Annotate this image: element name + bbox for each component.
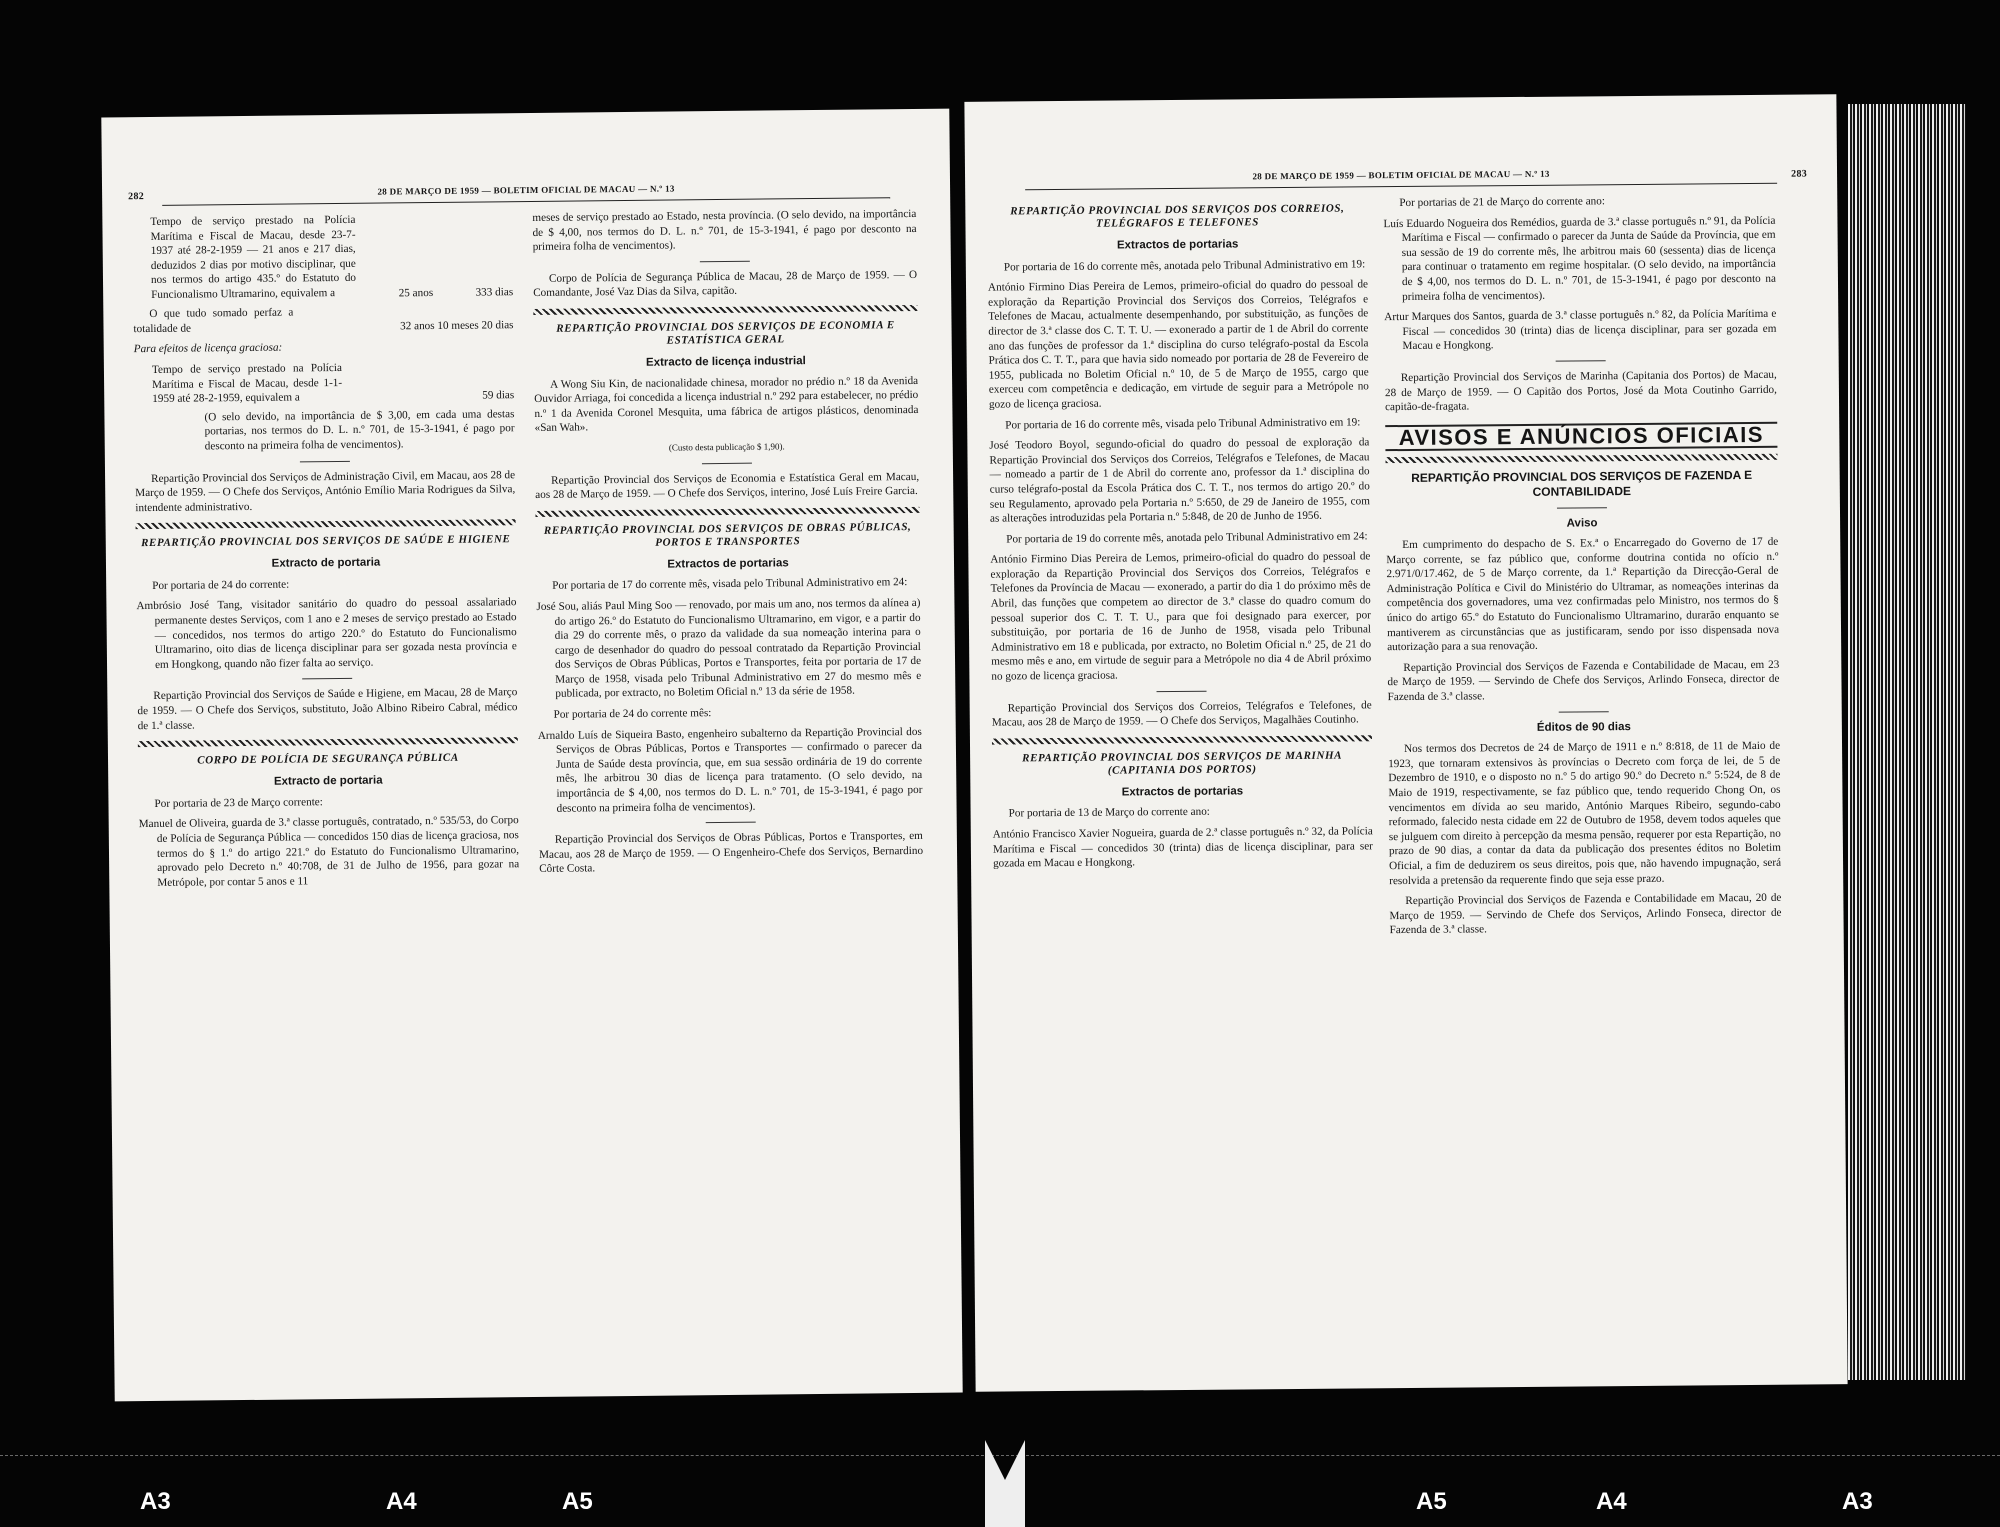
- ctt-intro-1: Por portaria de 16 do corrente mês, anotada pelo Tribunal Administrativo em 19:: [1003, 257, 1366, 274]
- saude-signature: Repartição Provincial dos Serviços de Saúde e Higiene, em Macau, 28 de Março de 1959. — O Chefe dos Serviços, substituto, João Albino Ribeiro Cabral, médico de 1.ª classe.: [137, 686, 518, 732]
- marinha-text: António Francisco Xavier Nogueira, guarda de 2.ª classe português n.º 32, da Polícia Marítima e Fiscal — concedidos 30 (trinta) dias de licença disciplinar, para ser gozada em Macau e Hongkong.: [992, 825, 1373, 870]
- film-mark: A4: [1596, 1488, 1627, 1515]
- section-title-ctt: REPARTIÇÃO PROVINCIAL DOS SERVIÇOS DOS CORREIOS, TELÉGRAFOS E TELEFONES: [1010, 202, 1345, 230]
- marinha-text-3: Artur Marques dos Santos, guarda de 3.ª classe português n.º 82, da Polícia Marítima e Fiscal — concedidos 30 (trinta) dias de licença disciplinar, para ser gozada em Macau e Hongkong.: [1384, 307, 1777, 353]
- marinha-intro: Por portaria de 13 de Março do corrente ano:: [1008, 806, 1210, 820]
- marinha-intro-2: Por portarias de 21 de Março do corrente ano:: [1399, 195, 1605, 210]
- right-column-2: [1383, 193, 1782, 944]
- obras-intro-1: Por portaria de 17 do corrente mês, visada pelo Tribunal Administrativo em 24:: [552, 576, 908, 593]
- divider: [1559, 711, 1609, 712]
- film-mark: A3: [1842, 1488, 1873, 1515]
- subtitle-ctt: Extractos de portarias: [1116, 238, 1239, 252]
- ctt-text-2: José Teodoro Boyol, segundo-oficial do quadro do pessoal de exploração da Repartição Provincial dos Serviços dos Correios, Telégrafos e Telefones, de Macau — nomeado a partir de 1 de Abril do corrente ano, professor da 1.ª disciplina do curso telégrafo-postal da Escola Prática dos C. T. T., nos termos do artigo 20.º do seu Regulamento, aprovado pela Portaria n.º 5:650, de 29 de Janeiro de 1955, com as alterações introduzidas pela Portaria n.º 5:848, de 20 de Junho de 1956.: [989, 436, 1370, 525]
- total-row: [133, 303, 513, 336]
- subtitle-economia: Extracto de licença industrial: [645, 355, 806, 369]
- header-title: 28 DE MARÇO DE 1959 — BOLETIM OFICIAL DE MACAU — N.º 13: [1252, 168, 1550, 182]
- section-title-obras: REPARTIÇÃO PROVINCIAL DOS SERVIÇOS DE OBRAS PÚBLICAS, PORTOS E TRANSPORTES: [543, 520, 912, 549]
- economia-signature: Repartição Provincial dos Serviços de Economia e Estatística Geral em Macau, aos 28 de Março de 1959. — O Chefe dos Serviços, interino, José Luís Freire Garcia.: [535, 470, 920, 502]
- header-rule: [162, 197, 890, 206]
- selo-note: (O selo devido, na importância de $ 3,00, em cada uma destas portarias, nos termos do D. L. n.º 701, de 15-3-1941, é pago por desconto na primeira folha de vencimentos).: [204, 407, 515, 453]
- publication-cost: (Custo desta publicação $ 1,90).: [668, 441, 785, 453]
- graciosa-heading: Para efeitos de licença graciosa:: [133, 341, 283, 356]
- aviso-text: Em cumprimento do despacho de S. Ex.ª o Encarregado do Governo de 17 de Março corrente, se faz público que, conforme doutrina contida no ofício n.º 2.971/0/17.462, de 5 de Março corrente, da 1.ª Repartição da Direcção-Geral de Administração Política e Civil do Ministério do Ultramar, as nomeações interinas da competência dos governadores, uma vez confirmadas pelo Ministro, nos termos do § único do artigo 65.º do Estatuto do Funcionalismo Ultramarino, durarão enquanto se mantiverem as circunstâncias que as justificaram, sendo por isso dispensada nova autorização para a sua renovação.: [1386, 535, 1780, 654]
- marinha-text-2: Luís Eduardo Nogueira dos Remédios, guarda de 3.ª classe português n.º 91, da Polícia Marítima e Fiscal — confirmado o parecer da Junta de Saúde da Província, que em sua sessão de 19 do corrente mês, lhe arbitrou mais 60 (sessenta) dias de licença para continuar o tratamento em regime hospitalar. (O selo devido, na importância de $ 4,00, nos termos do D. L. n.º 701, de 15-3-1941, é pago por desconto na primeira folha de vencimentos).: [1383, 214, 1777, 303]
- subtitle-marinha: Extractos de portarias: [1121, 785, 1244, 799]
- ctt-text-3: António Firmino Dias Pereira de Lemos, primeiro-oficial do quadro do pessoal de exploração da Repartição Provincial dos Serviços dos Correios, Telégrafos e Telefones da Província de Macau — exonerado, a partir do dia 1 do próximo mês de Abril, das funções que competem ao director de 3.ª classe do quadro comum do pessoal superior dos C. T. T. U., para que foi designado para exercer, por substituição, por portaria de 16 de Junho de 1958, visada pelo Tribunal Administrativo em 18 e publicada, por extracto, no Boletim Oficial n.º 25, de 21 do mesmo mês e ano, em virtude de seguir para a Metrópole no dia 4 de Abril próximo no gozo de licença graciosa.: [990, 550, 1372, 683]
- ornament-divider: [1386, 454, 1778, 463]
- obras-intro-2: Por portaria de 24 do corrente mês:: [553, 707, 712, 721]
- total-value: 32 anos 10 meses 20 dias: [400, 318, 514, 333]
- obras-text-1: José Sou, aliás Paul Ming Soo — renovado, por mais um ano, nos termos da alínea a) do artigo 26.º do Estatuto do Funcionalismo Ultramarino, em vigor, e a partir do dia 29 do corrente mês, o prazo da validade da sua nomeação interina para o cargo de desenhador do quadro do pessoal contratado da Repartição Provincial dos Serviços de Obras Públicas, Portos e Transportes, feita por portaria de 17 de Março de 1958, visada pelo Tribunal Administrativo em 27 do mesmo mês e publicada, por extracto, no Boletim Oficial n.º 13 da série de 1958.: [536, 596, 922, 701]
- section-title-policia: CORPO DE POLÍCIA DE SEGURANÇA PÚBLICA: [197, 751, 459, 767]
- subtitle-policia: Extracto de portaria: [273, 774, 383, 788]
- ornament-divider: [136, 519, 516, 529]
- service-label: Tempo de serviço prestado na Polícia Marítima e Fiscal de Macau, desde 23-7-1937 até 28-2-1959 — 21 anos e 217 dias, deduzidos 2 dias por motivo disciplinar, que nos termos do artigo 435.º do Estatuto do Funcionalismo Ultramarino, equivalem a: [150, 213, 357, 301]
- film-mark: A4: [386, 1488, 417, 1515]
- graciosa-label: Tempo de serviço prestado na Polícia Marítima e Fiscal de Macau, desde 1-1-1959 até 28-2-1959, equivalem a: [151, 361, 343, 406]
- saude-intro: Por portaria de 24 do corrente:: [152, 578, 290, 592]
- policia-intro: Por portaria de 23 de Março corrente:: [154, 796, 323, 810]
- divider: [700, 260, 750, 262]
- subtitle-saude: Extracto de portaria: [271, 556, 381, 570]
- economia-text: A Wong Siu Kin, de nacionalidade chinesa, morador no prédio n.º 18 da Avenida Ouvidor Arriaga, foi concedida a licença industrial n.º 292 para estabelecer, no prédio n.º 1 da Avenida Coronel Mesquita, uma fábrica de artigos plásticos, denominada «San Wah».: [534, 374, 919, 435]
- policia-continuation: meses de serviço prestado ao Estado, nesta província. (O selo devido, na importância de $ 4,00, nos termos do D. L. n.º 701, de 15-3-1941, é pago por desconto na primeira folha de vencimentos).: [532, 207, 917, 254]
- right-column-1: [987, 196, 1373, 877]
- editos-text: Nos termos dos Decretos de 24 de Março de 1911 e n.º 8:818, de 11 de Maio de 1923, que tornaram extensivos às províncias o Decreto com força de lei, de 5 de Dezembro de 1910, e o disposto no n.º 5 do artigo 90.º do Decreto n.º 5:524, de 8 de Maio de 1919, respectivamente, se faz público que, tendo requerido Chong On, os vencimentos em dívida ao seu marido, António Marques Ribeiro, segundo-cabo reformado, falecido nesta cidade em 22 de Outubro de 1958, devem todos aqueles que se julguem com direito à percepção da mesma pensão, requerer por esta Repartição, no prazo de 90 dias, a contar da data da publicação dos presentes éditos no Boletim Oficial, a fim de deduzirem os seus direitos, pois que, não havendo impugnação, será resolvida a pretensão da requerente findo que seja esse prazo.: [1388, 739, 1782, 887]
- film-mark: A3: [140, 1488, 171, 1515]
- ornament-divider: [138, 737, 518, 747]
- ornament-divider: [992, 735, 1372, 744]
- divider: [300, 460, 350, 462]
- service-days: 333 dias: [475, 285, 514, 299]
- admin-signature: Repartição Provincial dos Serviços de Administração Civil, em Macau, aos 28 de Março de 1959. — O Chefe dos Serviços, António Emílio Maria Rodrigues da Silva, intendente administrativo.: [135, 468, 516, 514]
- service-years: 25 anos: [398, 286, 434, 299]
- divider: [1556, 360, 1606, 361]
- header-title: 28 DE MARÇO DE 1959 — BOLETIM OFICIAL DE MACAU — N.º 13: [377, 183, 675, 197]
- section-title-saude: REPARTIÇÃO PROVINCIAL DOS SERVIÇOS DE SAÚDE E HIGIENE: [141, 533, 511, 550]
- film-notch: [0, 1440, 2000, 1527]
- page-header: [128, 181, 890, 205]
- divider: [1557, 507, 1607, 508]
- obras-signature: Repartição Provincial dos Serviços de Obras Públicas, Portos e Transportes, em Macau, aos 28 de Março de 1959. — O Engenheiro-Chefe dos Serviços, Bernardino Côrte Costa.: [538, 830, 924, 876]
- page-header: [1025, 167, 1808, 190]
- divider: [1157, 690, 1207, 691]
- right-page: [964, 94, 1847, 1392]
- service-block: [150, 213, 356, 303]
- divider: [702, 462, 752, 464]
- left-column-2: [532, 207, 923, 883]
- book-page-edges: [1848, 104, 1966, 1380]
- film-mark: A5: [562, 1488, 593, 1515]
- header-rule: [1025, 183, 1777, 191]
- subtitle-aviso: Aviso: [1566, 516, 1598, 530]
- section-title-marinha: REPARTIÇÃO PROVINCIAL DOS SERVIÇOS DE MARINHA (CAPITANIA DOS PORTOS): [1022, 749, 1343, 777]
- ornament-divider: [533, 305, 917, 315]
- ctt-signature: Repartição Provincial dos Serviços dos Correios, Telégrafos e Telefones, de Macau, aos 28 de Março de 1959. — O Chefe dos Serviços, Magalhães Coutinho.: [991, 698, 1372, 729]
- left-column-1: [132, 211, 519, 896]
- ctt-text-1: António Firmino Dias Pereira de Lemos, primeiro-oficial do quadro do pessoal de exploração da Repartição Provincial dos Serviços dos Correios, Telégrafos e Telefones de Macau, actualmente desempenhando, por substituição, as funções de director de 3.ª classe dos C. T. T. U. — exonerado a partir de 1 de Abril do corrente ano das funções de professor da 1.ª disciplina do curso telégrafo-postal da Escola Prática dos C. T. T., para que havia sido nomeado por portaria de 28 de Fevereiro de 1955, publicada no Boletim Oficial n.º 10, de 5 de Março de 1955, cargo que exerceu com competência e dedicação, em virtude de seguir para a Metrópole no gozo de licença graciosa.: [987, 278, 1369, 411]
- total-label: O que tudo somado perfaz a totalidade de: [133, 306, 294, 335]
- subtitle-obras: Extractos de portarias: [667, 557, 789, 571]
- left-page: [101, 109, 962, 1402]
- policia-text: Manuel de Oliveira, guarda de 3.ª classe português, contratado, n.º 535/53, do Corpo de Polícia de Segurança Pública — concedidos 150 dias de licença graciosa, nos termos do § 1.º do artigo 221.º do Estatuto do Funcionalismo Ultramarino, aprovado pelo Decreto n.º 40:708, de 31 de Julho de 1956, para gozar na Metrópole, por contar 5 anos e 11: [138, 814, 520, 889]
- film-mark: A5: [1416, 1488, 1447, 1515]
- divider: [302, 678, 352, 680]
- editos-signature: Repartição Provincial dos Serviços de Fazenda e Contabilidade em Macau, 20 de Março de 1959. — Servindo de Chefe dos Serviços, Arlindo Fonseca, director de Fazenda de 3.ª classe.: [1389, 891, 1782, 937]
- policia-signature: Corpo de Polícia de Segurança Pública de Macau, 28 de Março de 1959. — O Comandante, José Vaz Dias da Silva, capitão.: [533, 268, 918, 300]
- section-title-fazenda: REPARTIÇÃO PROVINCIAL DOS SERVIÇOS DE FAZENDA E CONTABILIDADE: [1411, 468, 1753, 499]
- subtitle-editos: Éditos de 90 dias: [1536, 720, 1631, 734]
- divider: [706, 822, 756, 824]
- avisos-banner: AVISOS E ANÚNCIOS OFICIAIS: [1385, 421, 1777, 451]
- graciosa-row: [134, 359, 514, 407]
- ctt-intro-3: Por portaria de 19 do corrente mês, anotada pelo Tribunal Administrativo em 24:: [1006, 530, 1368, 546]
- ctt-intro-2: Por portaria de 16 do corrente mês, visada pelo Tribunal Administrativo em 19:: [1005, 415, 1361, 432]
- ornament-divider: [535, 507, 919, 517]
- aviso-signature: Repartição Provincial dos Serviços de Fazenda e Contabilidade de Macau, em 23 de Março de 1959. — Servindo de Chefe dos Serviços, Arlindo Fonseca, director de Fazenda de 3.ª classe.: [1387, 658, 1780, 704]
- section-title-economia: REPARTIÇÃO PROVINCIAL DOS SERVIÇOS DE ECONOMIA E ESTATÍSTICA GERAL: [556, 319, 895, 347]
- graciosa-value: 59 dias: [482, 389, 515, 402]
- page-number: 282: [128, 191, 145, 203]
- marinha-signature: Repartição Provincial dos Serviços de Marinha (Capitania dos Portos) de Macau, 28 de Março de 1959. — O Capitão dos Portos, José da Mota Coutinho Garrido, capitão-de-fragata.: [1384, 368, 1777, 414]
- obras-text-2: Arnaldo Luís de Siqueira Basto, engenheiro subalterno da Repartição Provincial dos Serviços de Obras Públicas, Portos e Transportes — confirmado o parecer da Junta de Saúde desta província, que, em sua sessão ordinária de 19 do corrente mês, lhe arbitrou 30 dias de licença para tratamento. (O selo devido, na importância de $ 4,00, nos termos do D. L. n.º 701, de 15-3-1941, é pago por desconto na primeira folha de vencimentos).: [537, 725, 923, 815]
- page-number: 283: [1791, 168, 1808, 180]
- saude-text: Ambrósio José Tang, visitador sanitário do quadro do pessoal assalariado permanente destes Serviços, com 1 ano e 2 meses de serviço prestado ao Estado — concedidos, nos termos do artigo 220.º do Estatuto do Funcionalismo Ultramarino, oito dias de licença disciplinar para ser gozada nesta província e em Hongkong, quando não fizer falta ao serviço.: [136, 596, 517, 671]
